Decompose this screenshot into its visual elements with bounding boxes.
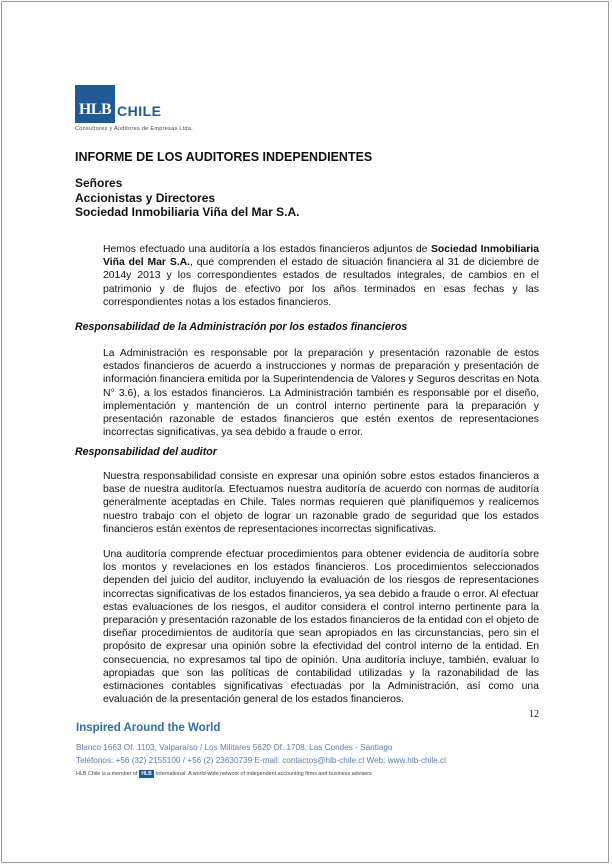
paragraph-2: La Administración es responsable por la preparación y presentación razonable de estos estados financieros de acuerdo a instrucciones y normas de preparación y presentación de información financiera emitida por la Superintendencia de Valores y Seguros descritas en Nota N° 3.6), a los estados financieros. La Administración también es responsable por el diseño, implementación y mantención de un control interno pertinente para la preparación y presentación razonable de estados financieros que estén exentos de representaciones incorrectas significativas, ya sea debido a fraude o error. — [103, 348, 539, 439]
heading-management-responsibility: Responsabilidad de la Administración por los estados financieros — [75, 321, 408, 333]
report-title: INFORME DE LOS AUDITORES INDEPENDIENTES — [75, 150, 373, 164]
paragraph-1-start: Hemos efectuado una auditoría a los estados financieros adjuntos de — [103, 244, 431, 255]
logo-chile-text: CHILE — [117, 103, 162, 119]
paragraph-1 — [103, 243, 539, 309]
footer-member-text-end: International. A world-wide network of independent accounting firms and business advisers — [155, 771, 372, 777]
addressee-line-1: Señores — [75, 176, 123, 190]
footer-tagline: Inspired Around the World — [76, 722, 221, 734]
addressee-block — [75, 176, 300, 220]
hlb-chile-logo — [75, 85, 193, 132]
paragraph-3: Nuestra responsabilidad consiste en expresar una opinión sobre estos estados financieros a base de nuestra auditoría. Efectuamos nuestra auditoría de acuerdo con normas de auditoría generalmente aceptadas en Chile. Tales normas requieren que planifiquemos y realicemos nuestro trabajo con el objeto de lograr un razonable grado de seguridad que los estados financieros están exentos de representaciones incorrectas significativas. — [103, 471, 539, 535]
addressee-line-2: Accionistas y Directores — [75, 190, 216, 205]
logo-mark: HLB — [75, 85, 115, 123]
paragraph-1-company: Sociedad Inmobiliaria Viña del Mar S.A. — [103, 244, 539, 269]
footer-address: Blanco 1663 Of. 1103, Valparaíso / Los Militares 5620 Of. 1708, Las Condes - Santiago — [76, 743, 393, 752]
page-number: 12 — [529, 709, 539, 720]
footer-contact: Teléfonos: +56 (32) 2155100 / +56 (2) 23630739 E-mail: contactos@hlb-chile.cl Web: www.hlb-chile.cl — [76, 756, 446, 765]
logo-tagline: Consultores y Auditores de Empresas Ltda. — [75, 126, 194, 132]
paragraph-1-end: , que comprenden el estado de situación financiera al 31 de diciembre de 2014y 2013 y los correspondientes estados de resultados integrales, de cambios en el patrimonio y de flujos de efectivo por los años terminados en esas fechas y las correspondientes notas a los estados financieros. — [103, 257, 539, 308]
footer-member-text-start: HLB Chile is a member of — [76, 771, 138, 777]
hlb-international-logo: HLB — [141, 771, 152, 777]
footer-member-line — [76, 770, 372, 778]
heading-auditor-responsibility: Responsabilidad del auditor — [75, 446, 217, 458]
footer-contact-block — [76, 741, 446, 767]
paragraph-4: Una auditoría comprende efectuar procedimientos para obtener evidencia de auditoría sobre los montos y revelaciones en los estados financieros. Los procedimientos seleccionados dependen del juicio del auditor, incluyendo la evaluación de los riesgos de representaciones incorrectas significativas de los estados financieros, ya sea debido a fraude o error. Al efectuar estas evaluaciones de los riesgos, el auditor considera el control interno pertinente para la preparación y presentación razonable de los estados financieros de la entidad con el objeto de diseñar procedimientos de auditoría que sean apropiados en las circunstancias, pero sin el propósito de expresar una opinión sobre la efectividad del control interno de la entidad. En consecuencia, no expresamos tal tipo de opinión. Una auditoría incluye, también, evaluar lo apropiadas que son las políticas de contabilidad utilizadas y la razonabilidad de las estimaciones contables significativas efectuadas por la Administración, así como una evaluación de la presentación general de los estados financieros. — [103, 549, 539, 706]
addressee-line-3: Sociedad Inmobiliaria Viña del Mar S.A. — [75, 205, 300, 219]
